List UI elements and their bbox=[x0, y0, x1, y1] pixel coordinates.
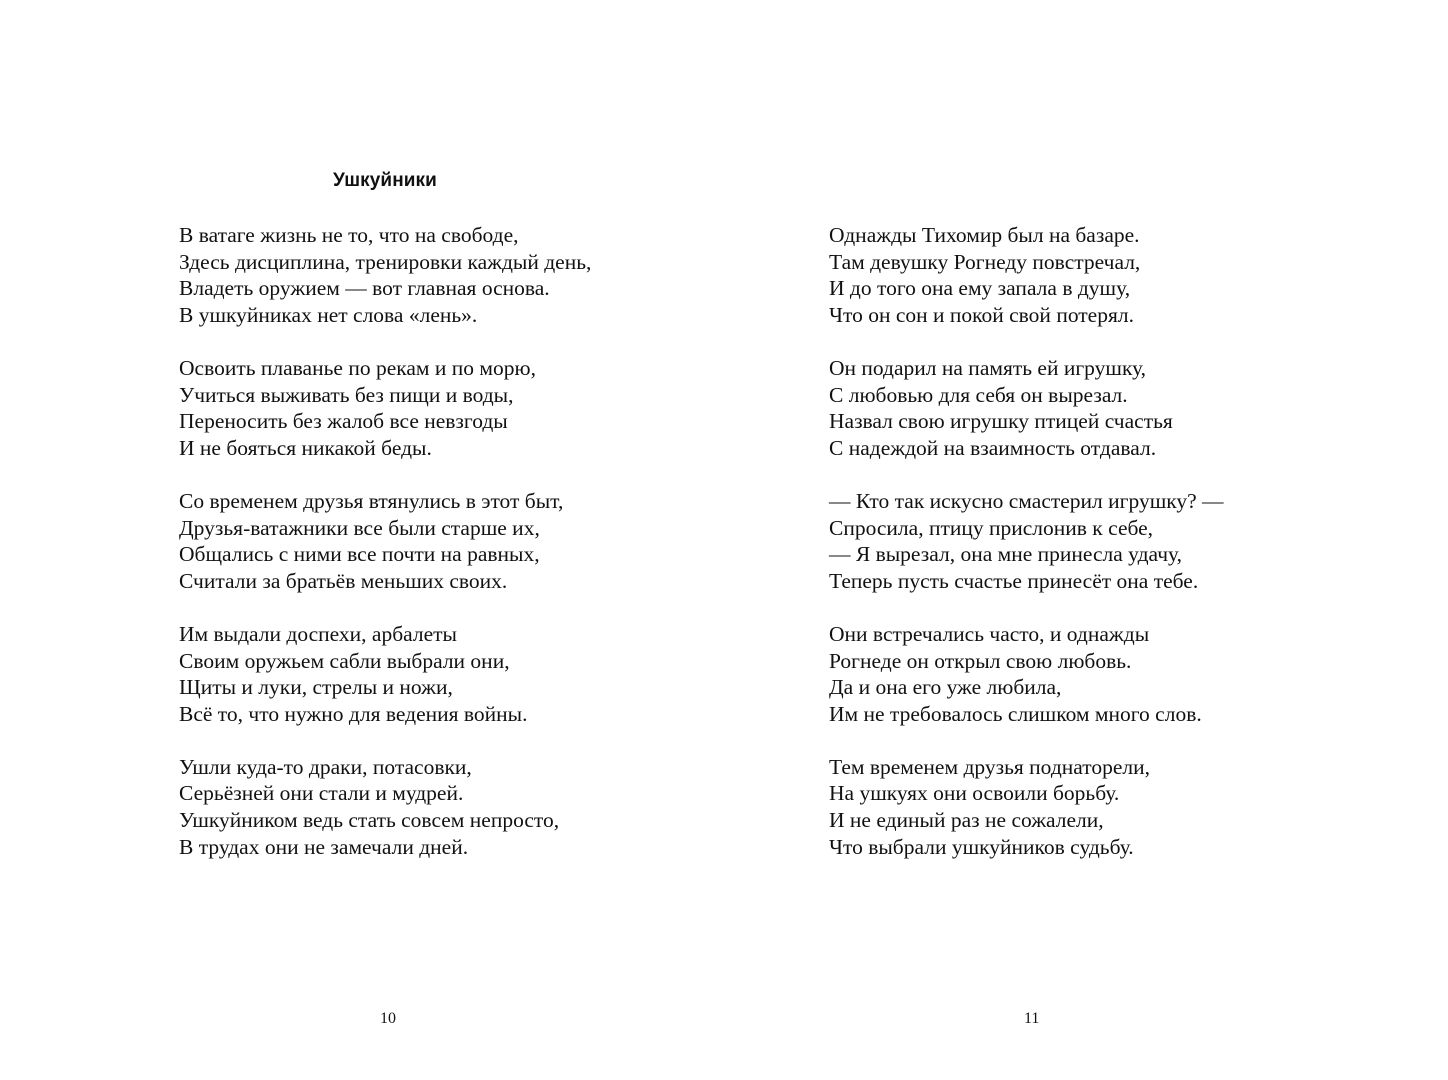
stanza bbox=[829, 488, 1224, 594]
poem-line: С надеждой на взаимность отдавал. bbox=[829, 435, 1157, 460]
left-poem bbox=[179, 222, 591, 887]
poem-line: Переносить без жалоб все невзгоды bbox=[179, 409, 508, 434]
stanza bbox=[179, 621, 591, 727]
poem-line: С любовью для себя он вырезал. bbox=[829, 382, 1128, 407]
stanza bbox=[829, 222, 1224, 328]
poem-line: Ушкуйником ведь стать совсем непросто, bbox=[179, 808, 560, 833]
poem-line: Тем временем друзья поднаторели, bbox=[829, 754, 1151, 779]
poem-line: В ушкуйниках нет слова «лень». bbox=[179, 302, 478, 327]
poem-line: Своим оружьем сабли выбрали они, bbox=[179, 648, 510, 673]
poem-line: Спросила, птицу прислонив к себе, bbox=[829, 515, 1154, 540]
poem-line: Серьёзней они стали и мудрей. bbox=[179, 781, 464, 806]
poem-line: Всё то, что нужно для ведения войны. bbox=[179, 701, 528, 726]
poem-line: В ватаге жизнь не то, что на свободе, bbox=[179, 223, 519, 247]
page-number: 10 bbox=[380, 1010, 396, 1027]
stanza bbox=[829, 754, 1224, 860]
stanza bbox=[179, 222, 591, 328]
poem-line: Рогнеде он открыл свою любовь. bbox=[829, 648, 1132, 673]
poem-line: Друзья-ватажники все были старше их, bbox=[179, 515, 540, 540]
poem-line: Теперь пусть счастье принесёт она тебе. bbox=[829, 568, 1199, 593]
poem-line: Да и она его уже любила, bbox=[829, 675, 1062, 700]
poem-line: Общались с ними все почти на равных, bbox=[179, 542, 540, 567]
poem-line: Учиться выживать без пищи и воды, bbox=[179, 382, 514, 407]
poem-line: В трудах они не замечали дней. bbox=[179, 834, 469, 859]
stanza bbox=[179, 754, 591, 860]
poem-line: Он подарил на память ей игрушку, bbox=[829, 355, 1147, 380]
poem-line: И до того она ему запала в душу, bbox=[829, 276, 1131, 301]
poem-line: И не единый раз не сожалели, bbox=[829, 808, 1104, 833]
poem-line: На ушкуях они освоили борьбу. bbox=[829, 781, 1120, 806]
poem-line: Однажды Тихомир был на базаре. bbox=[829, 223, 1140, 247]
poem-line: Ушли куда-то драки, потасовки, bbox=[179, 754, 472, 779]
poem-line: Они встречались часто, и однажды bbox=[829, 621, 1150, 646]
poem-line: Что выбрали ушкуйников судьбу. bbox=[829, 834, 1134, 859]
right-page bbox=[724, 0, 1448, 1080]
poem-line: Щиты и луки, стрелы и ножи, bbox=[179, 675, 453, 700]
poem-title: Ушкуйники bbox=[333, 170, 437, 191]
poem-line: Здесь дисциплина, тренировки каждый день, bbox=[179, 249, 592, 274]
poem-line: Что он сон и покой свой потерял. bbox=[829, 302, 1134, 327]
poem-line: Освоить плаванье по рекам и по морю, bbox=[179, 355, 536, 380]
right-poem bbox=[829, 222, 1224, 887]
poem-line: Им выдали доспехи, арбалеты bbox=[179, 621, 457, 646]
poem-line: Им не требовалось слишком много слов. bbox=[829, 701, 1202, 726]
poem-line: Владеть оружием — вот главная основа. bbox=[179, 276, 550, 301]
stanza bbox=[829, 621, 1224, 727]
poem-line: Назвал свою игрушку птицей счастья bbox=[829, 409, 1173, 434]
poem-line: Считали за братьёв меньших своих. bbox=[179, 568, 508, 593]
poem-line: Там девушку Рогнеду повстречал, bbox=[829, 249, 1141, 274]
stanza bbox=[829, 355, 1224, 461]
stanza bbox=[179, 488, 591, 594]
stanza bbox=[179, 355, 591, 461]
poem-line: И не бояться никакой беды. bbox=[179, 435, 432, 460]
poem-line: — Я вырезал, она мне принесла удачу, bbox=[829, 542, 1182, 567]
page-number: 11 bbox=[1024, 1010, 1040, 1027]
poem-line: — Кто так искусно смастерил игрушку? — bbox=[829, 488, 1224, 513]
poem-line: Со временем друзья втянулись в этот быт, bbox=[179, 488, 564, 513]
